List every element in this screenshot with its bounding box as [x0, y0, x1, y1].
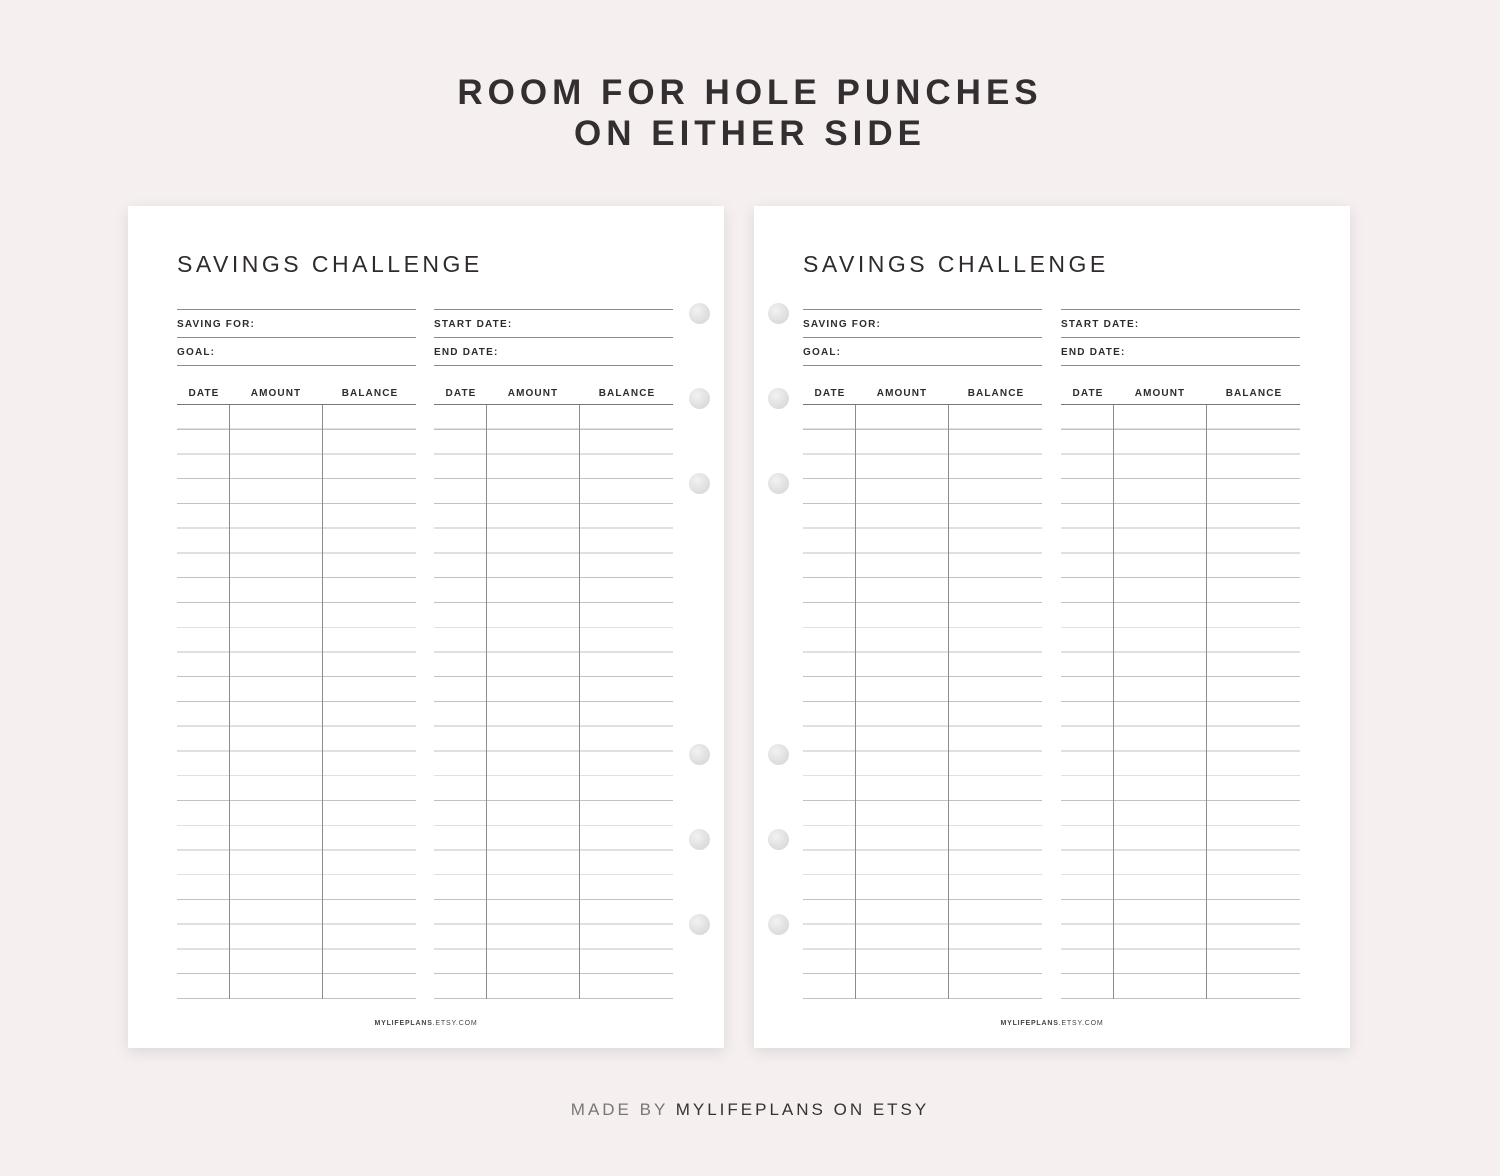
punch-hole-icon [768, 914, 789, 935]
punch-hole-icon [689, 829, 710, 850]
credit-domain: .ETSY.COM [432, 1020, 478, 1027]
column-header-amount: AMOUNT [250, 388, 302, 399]
headline [0, 72, 1500, 154]
column-divider [1113, 405, 1114, 999]
start-date-label: START DATE: [434, 319, 513, 330]
punch-hole-icon [689, 473, 710, 494]
credit-brand: MYLIFEPLANS [1000, 1020, 1059, 1027]
punch-hole-icon [689, 914, 710, 935]
ledger-table-left [177, 388, 416, 999]
punch-hole-icon [768, 829, 789, 850]
credit-brand: MYLIFEPLANS [374, 1020, 433, 1027]
end-date-field[interactable] [1061, 338, 1300, 366]
ledger-rows[interactable] [177, 405, 416, 999]
ledger-rows[interactable] [803, 405, 1042, 999]
ledger-table-right [434, 388, 673, 999]
ledger-rows[interactable] [434, 405, 673, 999]
column-header-amount: AMOUNT [1134, 388, 1186, 399]
punch-hole-icon [768, 473, 789, 494]
column-header-amount: AMOUNT [876, 388, 928, 399]
ledger-header [1061, 388, 1300, 405]
saving-for-field[interactable] [177, 309, 416, 338]
saving-for-field[interactable] [803, 309, 1042, 338]
goal-label: GOAL: [803, 347, 842, 358]
ledger-rows[interactable] [1061, 405, 1300, 999]
column-divider [322, 405, 323, 999]
punch-hole-icon [768, 303, 789, 324]
start-date-field[interactable] [434, 309, 673, 338]
column-divider [855, 405, 856, 999]
column-divider [1206, 405, 1207, 999]
page-title: SAVINGS CHALLENGE [803, 251, 1109, 277]
column-divider [229, 405, 230, 999]
column-header-balance: BALANCE [598, 388, 656, 399]
column-divider [486, 405, 487, 999]
goal-field[interactable] [803, 338, 1042, 366]
goal-field[interactable] [177, 338, 416, 366]
column-header-date: DATE [814, 388, 846, 399]
punch-hole-icon [689, 303, 710, 324]
ledger-header [434, 388, 673, 405]
column-divider [579, 405, 580, 999]
ledger-header [177, 388, 416, 405]
column-divider [948, 405, 949, 999]
headline-line-2: ON EITHER SIDE [574, 114, 926, 153]
page-credit [128, 1020, 724, 1027]
ledger-table-right [1061, 388, 1300, 999]
end-date-label: END DATE: [434, 347, 499, 358]
end-date-field[interactable] [434, 338, 673, 366]
page-credit [754, 1020, 1350, 1027]
ledger-table-left [803, 388, 1042, 999]
end-date-label: END DATE: [1061, 347, 1126, 358]
saving-for-label: SAVING FOR: [177, 319, 256, 330]
footer-credit [0, 1100, 1500, 1120]
saving-for-label: SAVING FOR: [803, 319, 882, 330]
punch-hole-icon [768, 744, 789, 765]
start-date-label: START DATE: [1061, 319, 1140, 330]
column-header-balance: BALANCE [967, 388, 1025, 399]
planner-page-right [754, 206, 1350, 1048]
punch-hole-icon [689, 744, 710, 765]
planner-page-left [128, 206, 724, 1048]
column-header-date: DATE [1072, 388, 1104, 399]
punch-hole-icon [768, 388, 789, 409]
column-header-date: DATE [445, 388, 477, 399]
column-header-date: DATE [188, 388, 220, 399]
column-header-amount: AMOUNT [507, 388, 559, 399]
credit-domain: .ETSY.COM [1058, 1020, 1104, 1027]
column-header-balance: BALANCE [341, 388, 399, 399]
punch-hole-icon [689, 388, 710, 409]
headline-line-1: ROOM FOR HOLE PUNCHES [457, 73, 1043, 112]
ledger-header [803, 388, 1042, 405]
column-header-balance: BALANCE [1225, 388, 1283, 399]
goal-label: GOAL: [177, 347, 216, 358]
start-date-field[interactable] [1061, 309, 1300, 338]
footer-brand: MYLIFEPLANS ON ETSY [675, 1100, 930, 1119]
footer-prefix: MADE BY [570, 1100, 676, 1119]
page-title: SAVINGS CHALLENGE [177, 251, 483, 277]
